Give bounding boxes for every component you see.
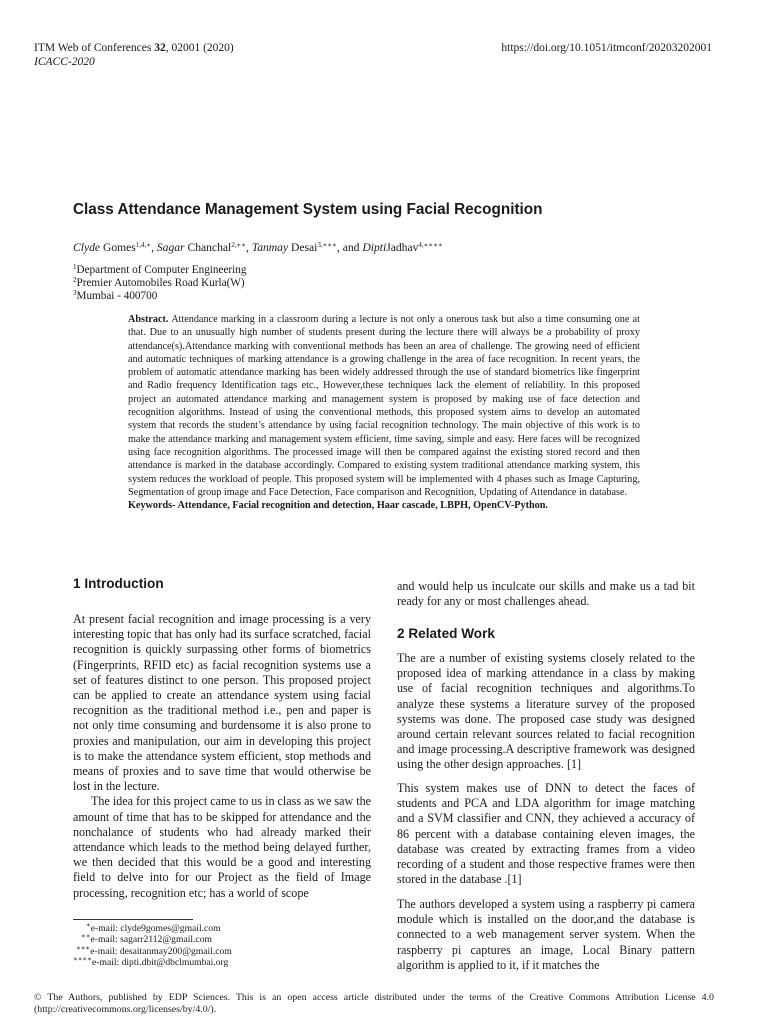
author: DiptiJadhav$^{4,∗∗∗∗}$ [362, 241, 443, 254]
section-heading-related-work: 2 Related Work [397, 626, 495, 641]
abstract-label: Abstract. [128, 314, 169, 325]
footnotes [73, 923, 232, 968]
author: Sagar Chanchal$^{2,∗∗}$ [156, 241, 247, 254]
right-column [397, 651, 695, 773]
affiliation: $^3$Mumbai - 400700 [73, 289, 158, 302]
footnote-rule [73, 919, 193, 920]
paper-title: Class Attendance Management System using Facial Recognition [73, 201, 543, 218]
abstract [128, 313, 640, 512]
paragraph: The are a number of existing systems closely related to the proposed idea of marking attendance in a class by making use of facial recognition techniques and algorithms.To analyze these systems a literature survey of the proposed systems was done. The proposed case study was designed around certain relevant sources related to facial recognition and image processing.A descriptive framework was designed using the other design approaches. [1] [397, 651, 695, 772]
running-header-journal [34, 41, 234, 55]
affiliation: $^2$Premier Automobiles Road Kurla(W) [73, 276, 245, 289]
paragraph: This system makes use of DNN to detect the faces of students and PCA and LDA algorithm for image matching and a SVM classifier and CNN, they achieved a accuracy of 86 percent with a database containing eleven images, the database was created by extracting frames from a video recording of a student and those respective frames were then stored in the database .[1] [397, 781, 695, 887]
journal-name: ITM Web of Conferences [34, 42, 155, 54]
right-column [397, 897, 695, 973]
author: Tanmay Desai$^{3,∗∗∗}$ [251, 241, 337, 254]
author-list: Clyde Gomes$^{1,4,∗}$, Sagar Chanchal$^{2,∗∗}$, Tanmay Desai$^{3,∗∗∗}$, and DiptiJadhav$^{4,∗∗∗∗}$ [73, 241, 443, 254]
abstract-text: Attendance marking in a classroom during a lecture is not only a onerous task but also a time consuming one at that. Due to an unusually high number of students present during the lecture there will always be a probability of proxy attendance(s).Attendance marking with conventional methods has been an area of challenge. The growing need of efficient and automatic techniques of marking attendance is a growing challenge in the area of face recognition. In recent years, the problem of automatic attendance marking has been widely addressed through the use of standard biometrics like fingerprint and Radio frequency Identification tags etc., However,these techniques lack the element of reliability. In this proposed project an automated attendance marking and management system is proposed by making use of face detection and recognition algorithms. Instead of using the conventional methods, this proposed system aims to develop an automated system that records the student’s attendance by using facial recognition technology. The main objective of this work is to make the attendance marking and management system efficient, time saving, simple and easy. Here faces will be recognized using face recognition algorithms. The processed image will then be compared against the existing stored record and then attendance is marked in the database accordingly. Compared to existing system traditional attendance marking system, this system reduces the workload of people. This proposed system will be implemented with 4 phases such as Image Capturing, Segmentation of group image and Face Detection, Face comparison and Recognition, Updating of Attendance in database. [128, 314, 640, 498]
footnote: ∗∗e-mail: sagarr2112@gmail.com [81, 932, 212, 946]
section-heading-introduction: 1 Introduction [73, 576, 164, 591]
author: Clyde Gomes$^{1,4,∗}$ [73, 241, 152, 254]
doi-link[interactable]: https://doi.org/10.1051/itmconf/20203202001 [501, 42, 712, 54]
conference-name: ICACC-2020 [34, 56, 95, 68]
paragraph: and would help us inculcate our skills and make us a tad bit ready for any or most challenges ahead. [397, 579, 695, 609]
journal-article: , 02001 (2020) [165, 42, 234, 54]
footnote: ∗∗∗∗e-mail: dipti.dbit@dbclmumbai.org [73, 954, 229, 968]
paragraph: The authors developed a system using a raspberry pi camera module which is installed on the door,and the database is connected to a web management server system. When the raspberry pi captures an image, Local Binary pattern algorithm is applied to it, if it matches the [397, 897, 695, 972]
paragraph: The idea for this project came to us in class as we saw the amount of time that has to be skipped for attendance and the nonchalance of students who had already marked their attendance which leads to the method being delayed further, we then decided that this would be a good and interesting field to delve into for our Project as the field of Image processing, recognition etc; has a world of scope [73, 794, 371, 900]
left-column [73, 612, 371, 901]
right-column-continuation [397, 579, 695, 609]
keywords: Keywords- Attendance, Facial recognition and detection, Haar cascade, LBPH, OpenCV-Python. [128, 500, 548, 512]
right-column [397, 781, 695, 887]
affiliation: $^1$Department of Computer Engineering [73, 263, 247, 276]
paragraph: At present facial recognition and image processing is a very interesting topic that has only had its surface scratched, facial recognition is quickly surpassing other forms of biometrics (Fingerprints, RFID etc) as facial recognition systems use a set of features distinct to one person. This proposed project can be applied to create an attendance system using facial recognition as the traditional method i.e., pen and paper is not only time consuming and burdensome it is also prone to proxies and manipulation, our aim in developing this project is to make the attendance system efficient, stop methods and means of proxies and to save time that would otherwise be lost in the lecture. [73, 612, 371, 794]
journal-volume: 32 [154, 42, 166, 54]
license-footer: © The Authors, published by EDP Sciences. This is an open access article distributed under the terms of the Creative Commons Attribution License 4.0 (http://creativecommons.org/licenses/by/4.0/). [34, 992, 714, 1015]
footnote: ∗e-mail: clyde9gomes@gmail.com [86, 921, 221, 934]
footnote: ∗∗∗e-mail: desaitanmay200@gmail.com [76, 943, 232, 957]
